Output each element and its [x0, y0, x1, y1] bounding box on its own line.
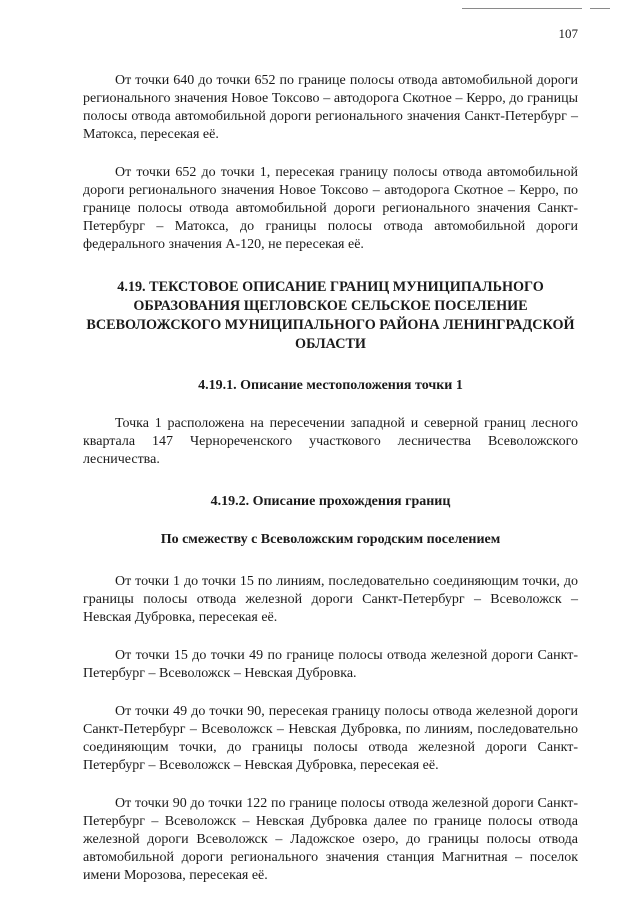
- paragraph-652-1: От точки 652 до точки 1, пересекая границу полосы отвода автомобильной дороги регионального значения Новое Токсово – автодорога Скотное – Керро, по границе полосы отвода автомобильной дороги регионального значения Санкт-Петербург – Матокса, до границы полосы отвода автомобильной дороги федерального значения А-120, не пересекая её.: [83, 165, 578, 252]
- paragraph-90-122: От точки 90 до точки 122 по границе полосы отвода железной дороги Санкт-Петербург – Всеволожск – Невская Дубровка далее по границе полосы отвода железной дороги Всеволожск – Ладожское озеро, до границы полосы отвода автомобильной дороги регионального значения станция Магнитная – поселок имени Морозова, пересекая её.: [83, 796, 578, 883]
- section-title: 4.19. ТЕКСТОВОЕ ОПИСАНИЕ ГРАНИЦ МУНИЦИПАЛЬНОГО ОБРАЗОВАНИЯ ЩЕГЛОВСКОЕ СЕЛЬСКОЕ ПОСЕЛЕНИЕ ВСЕВОЛОЖСКОГО МУНИЦИПАЛЬНОГО РАЙОНА ЛЕНИНГРАДСКОЙ ОБЛАСТИ: [86, 279, 575, 352]
- subsection-1-title: 4.19.1. Описание местоположения точки 1: [198, 378, 463, 393]
- top-rule: [462, 8, 582, 9]
- paragraph-640-652: От точки 640 до точки 652 по границе полосы отвода автомобильной дороги регионального значения Новое Токсово – автодорога Скотное – Керро, до границы полосы отвода автомобильной дороги регионального значения Санкт-Петербург – Матокса, пересекая её.: [83, 73, 578, 142]
- top-rule-short: [590, 8, 610, 9]
- document-body: [83, 72, 578, 905]
- paragraph-15-49: От точки 15 до точки 49 по границе полосы отвода железной дороги Санкт-Петербург – Всеволожск – Невская Дубровка.: [83, 648, 578, 681]
- adjacency-title: По смежеству с Всеволожским городским поселением: [160, 532, 501, 547]
- point-1-description: Точка 1 расположена на пересечении западной и северной границ лесного квартала 147 Чернореченского участкового лесничества Всеволожского лесничества.: [83, 416, 578, 467]
- paragraph-49-90: От точки 49 до точки 90, пересекая границу полосы отвода железной дороги Санкт-Петербург – Всеволожск – Невская Дубровка, по линиям, последовательно соединяющим точки, до границы полосы отвода железной дороги Санкт-Петербург – Всеволожск – Невская Дубровка, пересекая её.: [83, 704, 578, 773]
- page-number: 107: [558, 26, 578, 41]
- paragraph-1-15: От точки 1 до точки 15 по линиям, последовательно соединяющим точки, до границы полосы отвода железной дороги Санкт-Петербург – Всеволожск – Невская Дубровка, пересекая её.: [83, 574, 578, 625]
- subsection-2-title: 4.19.2. Описание прохождения границ: [210, 494, 451, 509]
